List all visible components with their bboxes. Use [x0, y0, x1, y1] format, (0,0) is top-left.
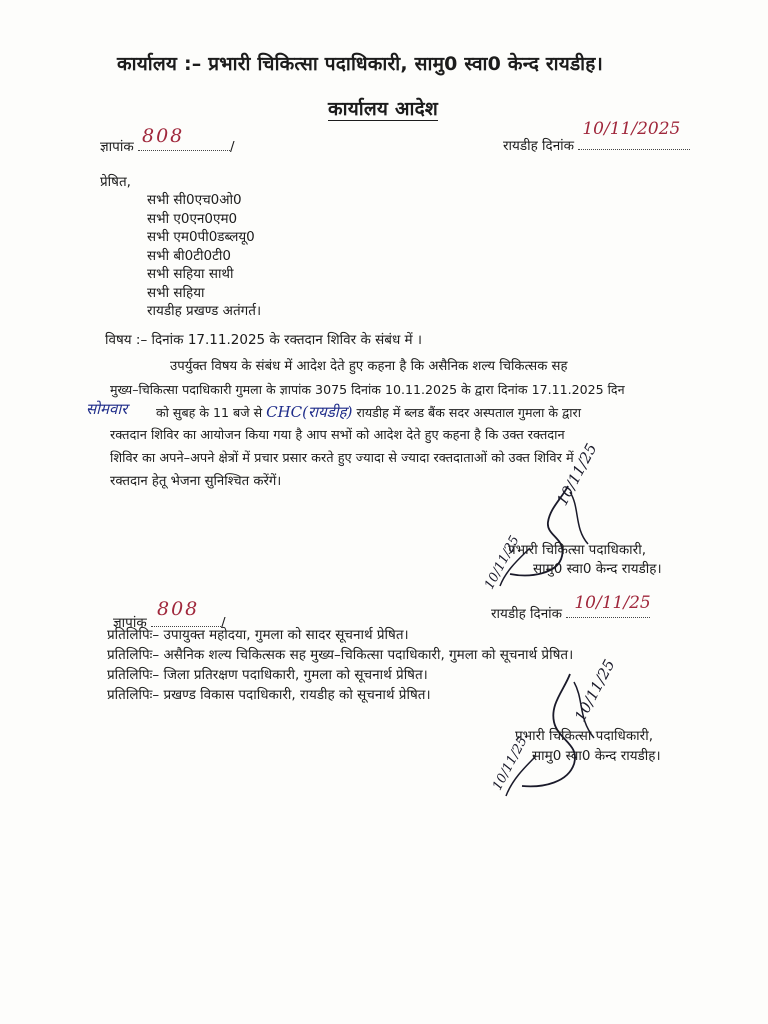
signature2-designation: प्रभारी चिकित्सा पदाधिकारी, [515, 728, 653, 744]
signature1-office: सामु0 स्वा0 केन्द रायडीह। [533, 561, 662, 577]
addressee-item: सभी एम0पी0डब्लयू0 [147, 229, 255, 245]
addressee-item: सभी बी0टी0टी0 [147, 247, 231, 264]
body-fragment: रायडीह में ब्लड बैंक सदर अस्पताल गुमला के द्वारा [356, 405, 581, 420]
addressee-item: सभी ए0एन0एम0 [147, 210, 238, 227]
handwritten-place: CHC(रायडीह) [266, 403, 353, 421]
memo2-label: ज्ञापांक [113, 615, 147, 631]
body-paragraph [86, 355, 696, 493]
body-line: उपर्युक्त विषय के संबंध में आदेश देते हुए कहना है कि असैनिक शल्य चिकित्सक सह [170, 359, 568, 374]
copy-item: प्रतिलिपिः– असैनिक शल्य चिकित्सक सह मुख्य–चिकित्सा पदाधिकारी, गुमला को सूचनार्थ प्रेषित। [107, 647, 574, 663]
memo-number-field [138, 125, 230, 151]
copy-item: प्रतिलिपिः– प्रखण्ड विकास पदाधिकारी, रायडीह को सूचनार्थ प्रेषित। [107, 687, 431, 703]
addressee-item: सभी सी0एच0ओ0 [147, 192, 242, 208]
signature2-office: सामु0 स्वा0 केन्द रायडीह। [532, 748, 661, 764]
order-title: कार्यालय आदेश [328, 98, 438, 120]
date-label: रायडीह दिनांक [503, 138, 575, 154]
signature2-initial-date: 10/11/25 [490, 734, 531, 794]
office-header: कार्यालय :– प्रभारी चिकित्सा पदाधिकारी, सामु0 स्वा0 केन्द रायडीह। [117, 53, 603, 75]
date2-field [566, 593, 651, 618]
body-fragment: को सुबह के 11 बजे से [156, 405, 263, 420]
subject-line: विषय :– दिनांक 17.11.2025 के रक्तदान शिविर के संबंध में । [105, 332, 423, 348]
addressee-item: रायडीह प्रखण्ड अतंगर्त। [147, 303, 262, 319]
signature1-date-handwritten: 10/11/25 [553, 440, 601, 509]
addressee-intro: प्रेषित, [100, 174, 131, 190]
memo-slash: / [229, 139, 235, 155]
body-line: रक्तदान हेतू भेजना सुनिश्चित करेंगें। [110, 474, 282, 489]
memo-number-row [100, 125, 235, 155]
body-line: शिविर का अपने–अपने क्षेत्रों में प्रचार प्रसार करते हुए ज्यादा से ज्यादा रक्तदाताओं को उक्त शिविर में [110, 451, 574, 466]
date-row [503, 119, 690, 154]
handwritten-day: सोमवार [86, 400, 128, 418]
date-handwritten: 10/11/2025 [582, 119, 681, 139]
body-line [86, 400, 696, 424]
addressee-list [147, 191, 261, 321]
signature1-initial-date: 10/11/25 [482, 533, 523, 593]
body-line: रक्तदान शिविर का आयोजन किया गया है आप सभों को आदेश देते हुए कहना है कि उक्त रक्तदान [110, 428, 565, 443]
memo2-number-handwritten: 808 [156, 598, 200, 620]
addressee-item: सभी सहिया साथी [147, 266, 234, 282]
date2-handwritten: 10/11/25 [574, 593, 651, 613]
date2-row [491, 593, 651, 622]
memo-label: ज्ञापांक [100, 139, 134, 155]
copy-item: प्रतिलिपिः– जिला प्रतिरक्षण पदाधिकारी, गुमला को सूचनार्थ प्रेषित। [107, 667, 428, 683]
copy-item: प्रतिलिपिः– उपायुक्त महोदया, गुमला को सादर सूचनार्थ प्रेषित। [107, 627, 409, 643]
date-field [578, 119, 690, 150]
signature2-date-handwritten: 10/11/25 [571, 656, 619, 725]
date2-label: रायडीह दिनांक [491, 606, 563, 622]
body-line: मुख्य–चिकित्सा पदाधिकारी गुमला के ज्ञापांक 3075 दिनांक 10.11.2025 के द्वारा दिनांक 17.11.2025 दिन [110, 382, 625, 397]
memo2-slash: / [220, 615, 226, 631]
addressee-item: सभी सहिया [147, 284, 205, 301]
memo-number-handwritten: 808 [141, 125, 185, 147]
signature1-designation: प्रभारी चिकित्सा पदाधिकारी, [508, 542, 646, 558]
